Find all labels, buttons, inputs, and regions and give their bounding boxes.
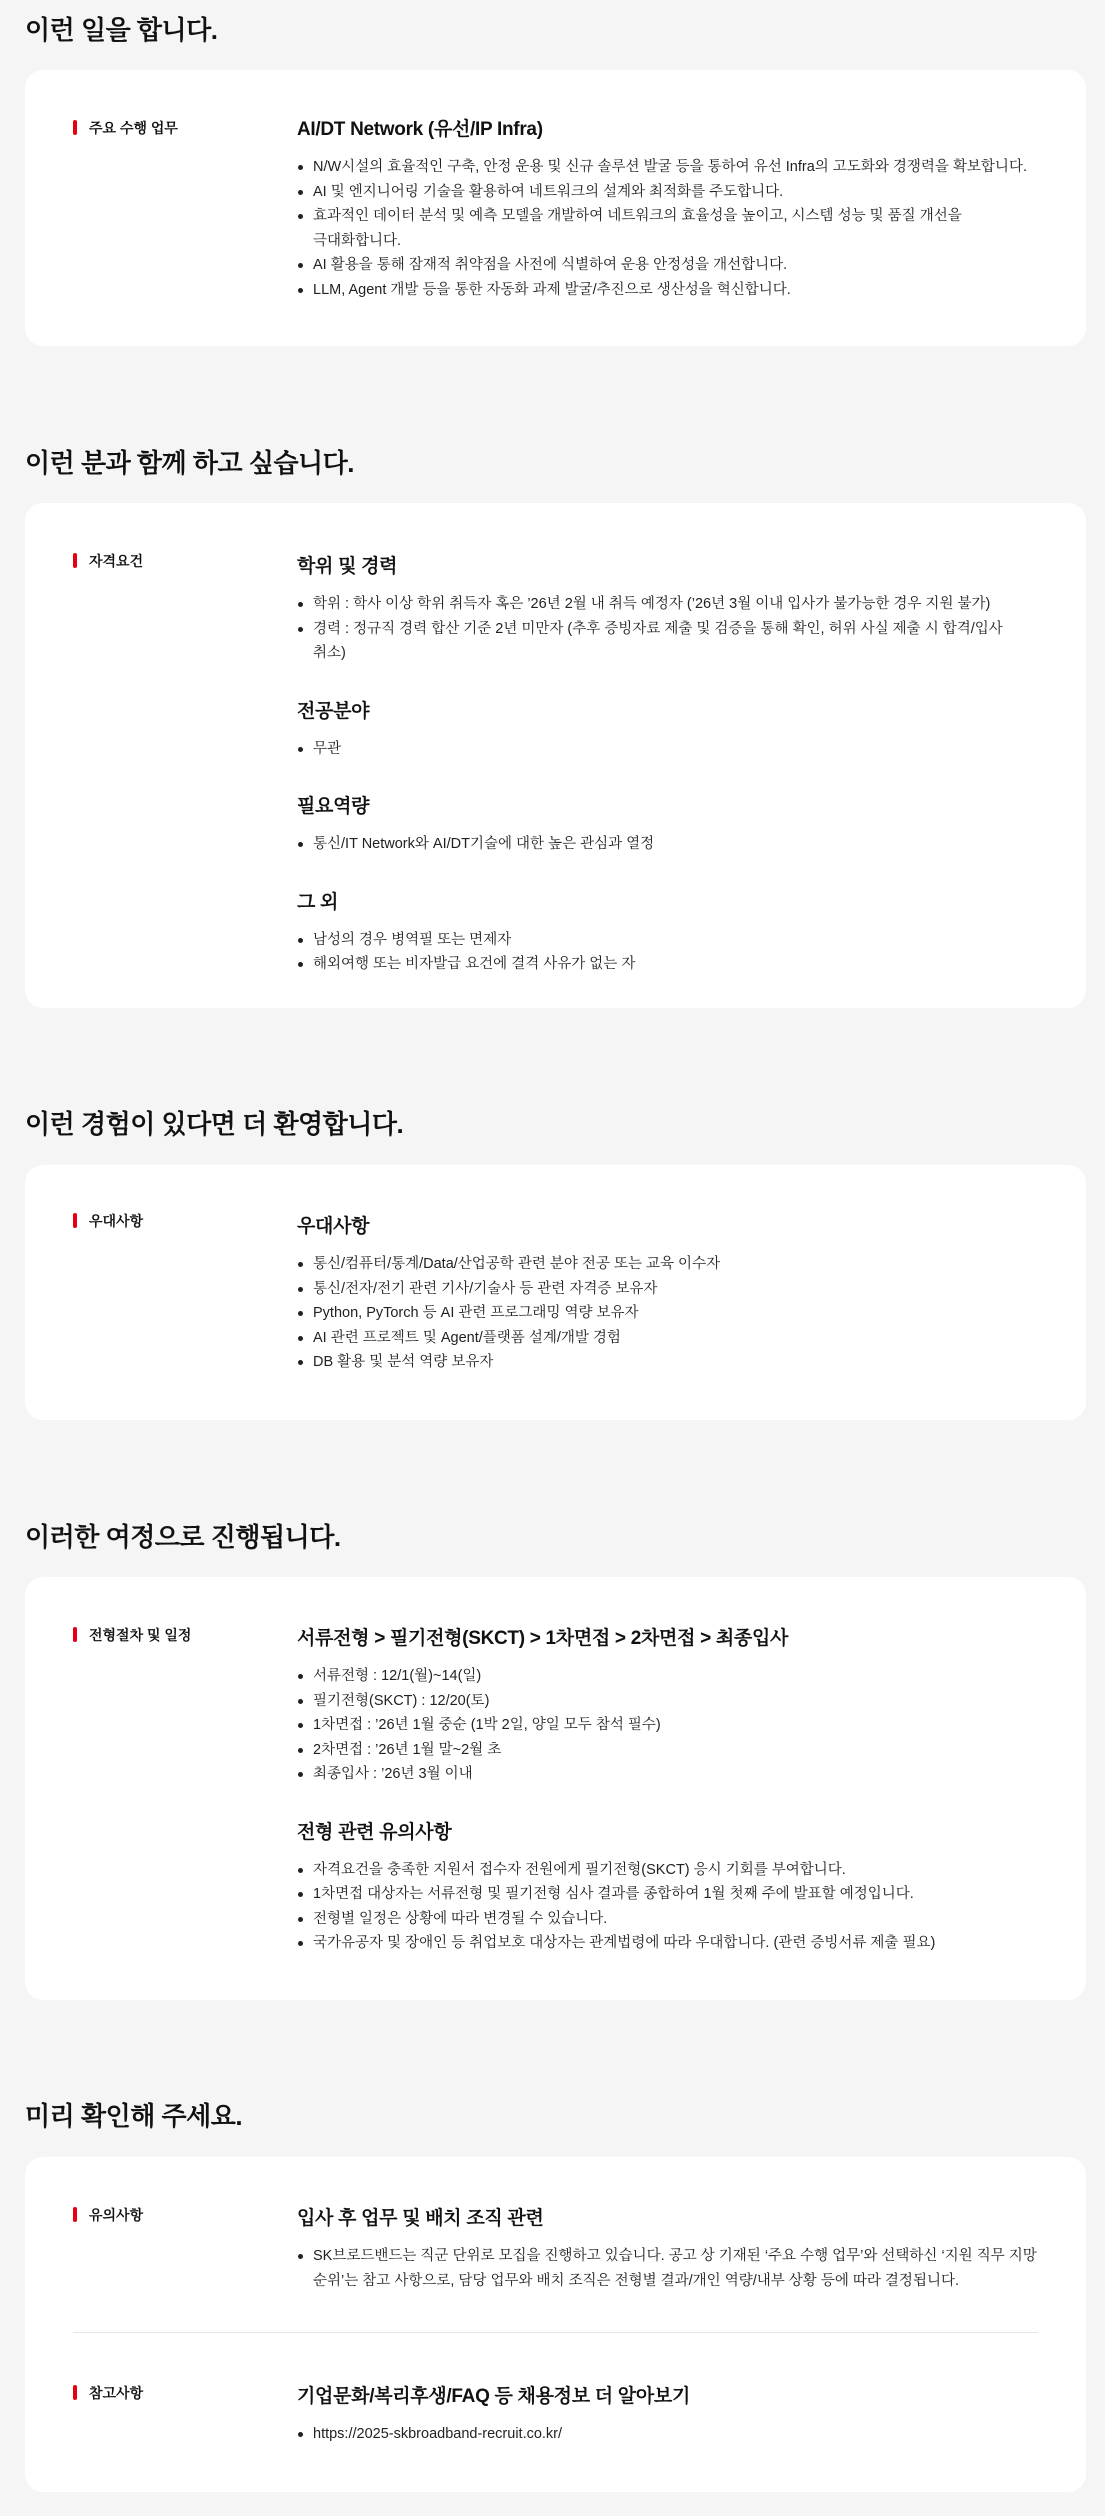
list-item: 통신/전자/전기 관련 기사/기술사 등 관련 자격증 보유자	[297, 1277, 1057, 1302]
competency-heading: 필요역량	[297, 796, 370, 817]
process-notes-list	[297, 1858, 1057, 1956]
list-item: LLM, Agent 개발 등을 통한 자동화 과제 발굴/추진으로 생산성을 혁신합니다.	[297, 278, 1057, 303]
major-list	[297, 737, 1057, 762]
recruit-site-link[interactable]: https://2025-skbroadband-recruit.co.kr/	[313, 2426, 563, 2442]
section-title-notice: 미리 확인해 주세요.	[25, 2101, 243, 2131]
list-item: 서류전형 : 12/1(월)~14(일)	[297, 1664, 1057, 1689]
accent-bar	[73, 553, 77, 568]
list-item: AI 활용을 통해 잠재적 취약점을 사전에 식별하여 운용 안정성을 개선합니다.	[297, 253, 1057, 278]
list-item: AI 관련 프로젝트 및 Agent/플랫폼 설계/개발 경험	[297, 1326, 1057, 1351]
list-item: SK브로드밴드는 직군 단위로 모집을 진행하고 있습니다. 공고 상 기재된 ‘주요 수행 업무’와 선택하신 ‘지원 직무 지망 순위’는 참고 사항으로, 담당 업무와 배치 조직은 전형별 결과/개인 역량/내부 상황 등에 따라 결정됩니다.	[297, 2244, 1037, 2293]
list-item: 해외여행 또는 비자발급 요건에 결격 사유가 없는 자	[297, 952, 1057, 977]
list-item: 1차면접 대상자는 서류전형 및 필기전형 심사 결과를 종합하여 1월 첫째 주에 발표할 예정입니다.	[297, 1882, 1057, 1907]
qualifications-content	[297, 551, 1057, 977]
list-item: 1차면접 : ’26년 1월 중순 (1박 2일, 양일 모두 참석 필수)	[297, 1713, 1057, 1738]
list-item: DB 활용 및 분석 역량 보유자	[297, 1350, 1057, 1375]
list-item: AI 및 엔지니어링 기술을 활용하여 네트워크의 설계와 최적화를 주도합니다.	[297, 180, 1057, 205]
duties-card	[25, 70, 1086, 346]
accent-bar	[73, 120, 77, 135]
qualifications-card	[25, 503, 1086, 1008]
preferences-list	[297, 1252, 1057, 1375]
section-title-preferences: 이런 경험이 있다면 더 환영합니다.	[25, 1109, 404, 1139]
list-item: 경력 : 정규직 경력 합산 기준 2년 미만자 (추후 증빙자료 제출 및 검증을 통해 확인, 허위 사실 제출 시 합격/입사 취소)	[297, 617, 1017, 666]
reference-content	[297, 2381, 1057, 2447]
list-item: 최종입사 : ’26년 3월 이내	[297, 1762, 1057, 1787]
accent-bar	[73, 1627, 77, 1642]
list-item: 전형별 일정은 상황에 따라 변경될 수 있습니다.	[297, 1907, 1057, 1932]
list-item	[297, 2422, 1057, 2447]
list-item: 효과적인 데이터 분석 및 예측 모델을 개발하여 네트워크의 효율성을 높이고, 시스템 성능 및 품질 개선을 극대화합니다.	[297, 204, 977, 253]
caution-content	[297, 2203, 1057, 2293]
schedule-list	[297, 1664, 1057, 1787]
duties-heading: AI/DT Network (유선/IP Infra)	[297, 119, 543, 140]
preferences-content	[297, 1211, 1057, 1375]
section-title-qualifications: 이런 분과 함께 하고 싶습니다.	[25, 448, 355, 478]
section-title-duties: 이런 일을 합니다.	[25, 15, 218, 45]
list-item: 2차면접 : ’26년 1월 말~2월 초	[297, 1738, 1057, 1763]
list-item: 국가유공자 및 장애인 등 취업보호 대상자는 관계법령에 따라 우대합니다. (관련 증빙서류 제출 필요)	[297, 1931, 1057, 1956]
list-item: 무관	[297, 737, 1057, 762]
major-heading: 전공분야	[297, 700, 370, 722]
list-item: Python, PyTorch 등 AI 관련 프로그래밍 역량 보유자	[297, 1301, 1057, 1326]
process-notes-heading: 전형 관련 유의사항	[297, 1821, 452, 1843]
process-label: 전형절차 및 일정	[73, 1625, 191, 1645]
reference-heading: 기업문화/복리후생/FAQ 등 채용정보 더 알아보기	[297, 2386, 691, 2407]
list-item: 자격요건을 충족한 지원서 접수자 전원에게 필기전형(SKCT) 응시 기회를 부여합니다.	[297, 1858, 1057, 1883]
process-card	[25, 1577, 1086, 2000]
preferences-card	[25, 1165, 1086, 1420]
notice-card	[25, 2157, 1086, 2492]
preferences-label: 우대사항	[73, 1211, 143, 1231]
accent-bar	[73, 1213, 77, 1228]
caution-label: 유의사항	[73, 2205, 143, 2225]
degree-career-list	[297, 592, 1057, 666]
list-item: N/W시설의 효율적인 구축, 안정 운용 및 신규 솔루션 발굴 등을 통하여 유선 Infra의 고도화와 경쟁력을 확보합니다.	[297, 155, 1057, 180]
accent-bar	[73, 2207, 77, 2222]
etc-list	[297, 928, 1057, 977]
competency-list	[297, 832, 1057, 857]
divider	[73, 2332, 1038, 2333]
degree-career-heading: 학위 및 경력	[297, 556, 398, 577]
reference-list	[297, 2422, 1057, 2447]
list-item: 필기전형(SKCT) : 12/20(토)	[297, 1689, 1057, 1714]
caution-list	[297, 2244, 1057, 2293]
list-item: 통신/컴퓨터/통계/Data/산업공학 관련 분야 전공 또는 교육 이수자	[297, 1252, 1057, 1277]
list-item: 남성의 경우 병역필 또는 면제자	[297, 928, 1057, 953]
process-content	[297, 1623, 1057, 1956]
qualifications-label: 자격요건	[73, 551, 143, 571]
reference-label: 참고사항	[73, 2383, 143, 2403]
list-item: 학위 : 학사 이상 학위 취득자 혹은 ’26년 2월 내 취득 예정자 (’26년 3월 이내 입사가 불가능한 경우 지원 불가)	[297, 592, 1057, 617]
etc-heading: 그 외	[297, 891, 339, 913]
accent-bar	[73, 2385, 77, 2400]
duties-label: 주요 수행 업무	[73, 118, 178, 138]
preferences-heading: 우대사항	[297, 1216, 370, 1237]
duties-list	[297, 155, 1057, 302]
list-item: 통신/IT Network와 AI/DT기술에 대한 높은 관심과 열정	[297, 832, 1057, 857]
process-steps-heading: 서류전형 > 필기전형(SKCT) > 1차면접 > 2차면접 > 최종입사	[297, 1628, 789, 1649]
duties-content	[297, 114, 1057, 302]
caution-heading: 입사 후 업무 및 배치 조직 관련	[297, 2208, 544, 2229]
section-title-process: 이러한 여정으로 진행됩니다.	[25, 1522, 341, 1552]
